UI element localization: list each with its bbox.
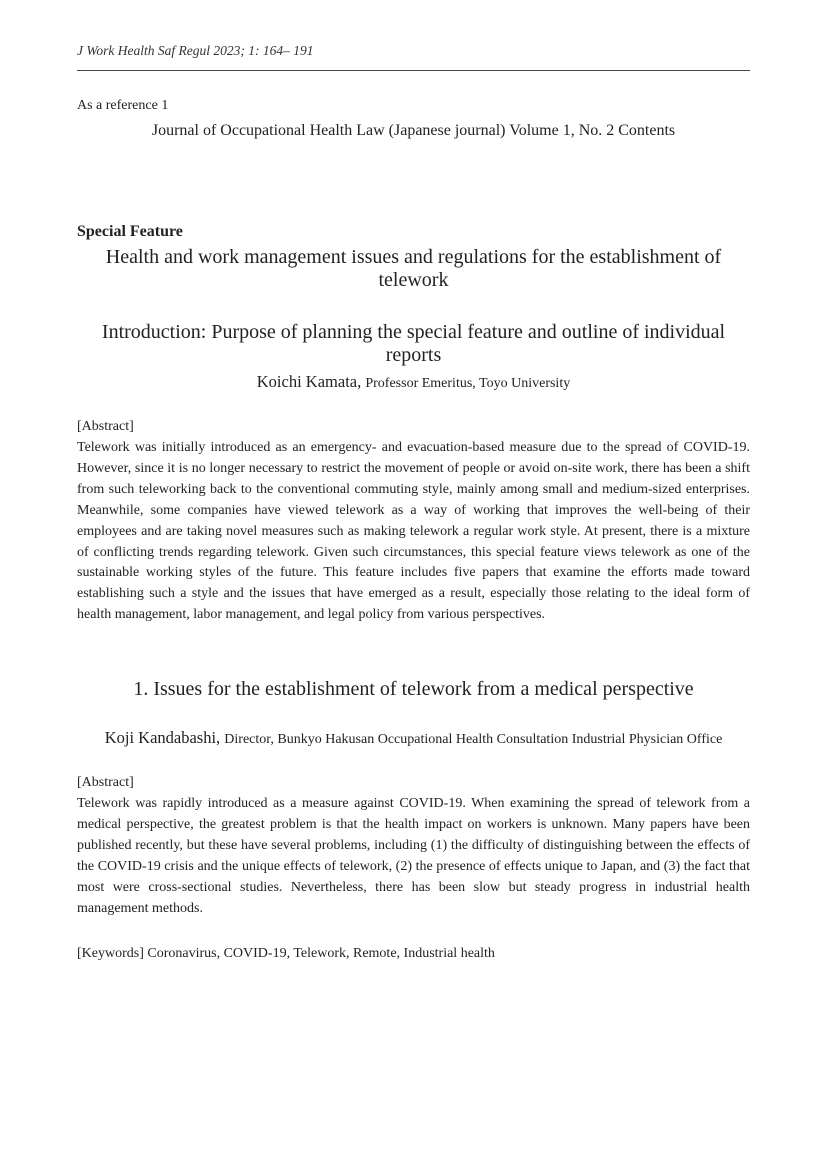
- special-feature-label: Special Feature: [77, 223, 183, 240]
- feature-title: Health and work management issues and regulations for the establishment of telework: [105, 246, 722, 291]
- intro-author: [77, 372, 750, 392]
- intro-abstract-label: [Abstract]: [77, 419, 134, 434]
- section1-author: [77, 728, 750, 748]
- header-divider: [77, 70, 750, 71]
- section1-title: 1. Issues for the establishment of telework from a medical perspective: [133, 678, 694, 700]
- intro-title: Introduction: Purpose of planning the special feature and outline of individual reports: [101, 321, 726, 366]
- section1-keywords: [Keywords] Coronavirus, COVID-19, Telework, Remote, Industrial health: [77, 946, 495, 961]
- intro-author-name: Koichi Kamata,: [256, 372, 362, 391]
- section1-abstract-text: Telework was rapidly introduced as a measure against COVID-19. When examining the spread of telework from a medical perspective, the greatest problem is that the health impact on workers is unknown. Many papers have been published recently, but these have several problems, including (1) the difficulty of distinguishing between the effects of the COVID-19 crisis and the unique effects of telework, (2) the presence of effects unique to Japan, and (3) the fact that most were cross-sectional studies. Nevertheless, there has been slow but steady progress in industrial health management methods.: [77, 796, 750, 916]
- reference-label: As a reference 1: [77, 98, 169, 113]
- reference-title: Journal of Occupational Health Law (Japanese journal) Volume 1, No. 2 Contents: [151, 122, 676, 139]
- intro-author-affiliation: Professor Emeritus, Toyo University: [365, 376, 571, 391]
- section1-author-name: Koji Kandabashi,: [104, 728, 221, 747]
- section1-author-affiliation: Director, Bunkyo Hakusan Occupational Health Consultation Industrial Physician Office: [224, 732, 723, 747]
- intro-abstract-text: Telework was initially introduced as an emergency- and evacuation-based measure due to the spread of COVID-19. However, since it is no longer necessary to restrict the movement of people or avoid on-site work, there has been a shift from such teleworking back to the conventional commuting style, mainly among small and medium-sized enterprises. Meanwhile, some companies have viewed telework as a way of working that improves the well-being of their employees and are taking novel measures such as making telework a regular work style. At present, there is a mixture of conflicting trends regarding telework. Given such circumstances, this special feature views telework as one of the sustainable working styles of the future. This feature includes five papers that examine the efforts made toward establishing such a style and the issues that have emerged as a result, especially those relating to the ideal form of health management, labor management, and legal policy from various perspectives.: [77, 440, 750, 623]
- journal-citation: J Work Health Saf Regul 2023; 1: 164– 191: [77, 43, 314, 58]
- section1-abstract-label: [Abstract]: [77, 775, 134, 790]
